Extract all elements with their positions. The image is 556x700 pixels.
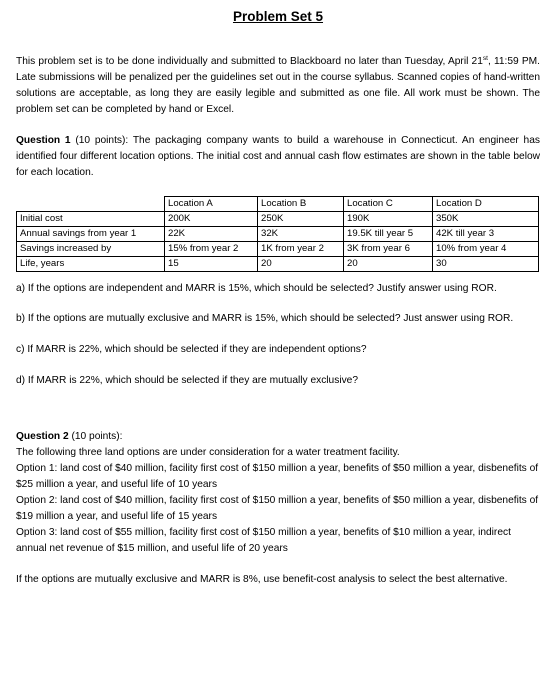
table-cell: 3K from year 6	[344, 242, 433, 257]
question-2-intro-line: The following three land options are under consideration for a water treatment facility.	[16, 447, 400, 458]
table-cell: 42K till year 3	[433, 227, 539, 242]
table-header-cell: Location B	[258, 197, 344, 212]
question-1-part-a: a) If the options are independent and MARR is 15%, which should be selected? Justify answer using ROR.	[16, 283, 497, 294]
question-2-section	[16, 429, 540, 588]
intro-paragraph	[16, 54, 540, 118]
table-cell: 200K	[165, 212, 258, 227]
table-cell: 15% from year 2	[165, 242, 258, 257]
table-row-label: Initial cost	[17, 212, 165, 227]
question-1-part-d: d) If MARR is 22%, which should be selected if they are mutually exclusive?	[16, 375, 359, 386]
table-header-cell: Location C	[344, 197, 433, 212]
table-header-cell: Location A	[165, 197, 258, 212]
table-row	[17, 227, 539, 242]
table-cell: 22K	[165, 227, 258, 242]
table-cell: 15	[165, 257, 258, 272]
table-cell: 250K	[258, 212, 344, 227]
table-row-label: Annual savings from year 1	[17, 227, 165, 242]
intro-text-start: This problem set is to be done individually and submitted to Blackboard no later than Tuesday, April 21	[16, 56, 483, 67]
page-title: Problem Set 5	[232, 9, 324, 24]
table-row	[17, 242, 539, 257]
table-cell: 30	[433, 257, 539, 272]
question-1-text: (10 points): The packaging company wants to build a warehouse in Connecticut. An engineer has identified four different location options. The initial cost and annual cash flow estimates are shown in the table below for each location.	[16, 135, 540, 178]
option-2-description: Option 2: land cost of $40 million, facility first cost of $150 million a year, benefits of $50 million a year, disbenefits of $19 million a year, and useful life of 15 years	[16, 495, 539, 522]
table-row-label: Savings increased by	[17, 242, 165, 257]
option-3-description: Option 3: land cost of $55 million, facility first cost of $150 million a year, benefits of $10 million a year, indirect annual net revenue of $15 million, and useful life of 20 years	[16, 527, 511, 554]
table-cell: 32K	[258, 227, 344, 242]
intro-text-end: , 11:59 PM. Late submissions will be penalized per the guidelines set out in the course syllabus. Scanned copies of hand-written solutions are acceptable, as long they are easily legible and submitted as one file. All work must be shown. The problem set can be completed by hand or Excel.	[16, 56, 540, 115]
table-cell: 10% from year 4	[433, 242, 539, 257]
table-header-cell	[17, 197, 165, 212]
intro-date-suffix: st	[482, 55, 488, 62]
table-cell: 20	[258, 257, 344, 272]
question-1-part-b: b) If the options are mutually exclusive and MARR is 15%, which should be selected? Just answer using ROR.	[16, 313, 514, 324]
table-header-cell: Location D	[433, 197, 539, 212]
table-row	[17, 212, 539, 227]
question-2-heading	[16, 429, 540, 445]
table-cell: 1K from year 2	[258, 242, 344, 257]
question-2-points: (10 points):	[68, 431, 123, 442]
table-cell: 190K	[344, 212, 433, 227]
table-row-label: Life, years	[17, 257, 165, 272]
question-2-instruction: If the options are mutually exclusive and MARR is 8%, use benefit-cost analysis to select the best alternative.	[16, 574, 508, 585]
question-1-part-c: c) If MARR is 22%, which should be selected if they are independent options?	[16, 344, 367, 355]
question-1-label: Question 1	[16, 135, 71, 146]
table-cell: 20	[344, 257, 433, 272]
location-options-table	[16, 196, 539, 272]
table-row	[17, 257, 539, 272]
question-1-prompt	[16, 133, 540, 181]
question-2-label: Question 2	[16, 431, 69, 442]
table-cell: 19.5K till year 5	[344, 227, 433, 242]
option-1-description: Option 1: land cost of $40 million, facility first cost of $150 million a year, benefits of $50 million a year, disbenefits of $25 million a year, and useful life of 10 years	[16, 463, 539, 490]
table-header-row	[17, 197, 539, 212]
table-cell: 350K	[433, 212, 539, 227]
